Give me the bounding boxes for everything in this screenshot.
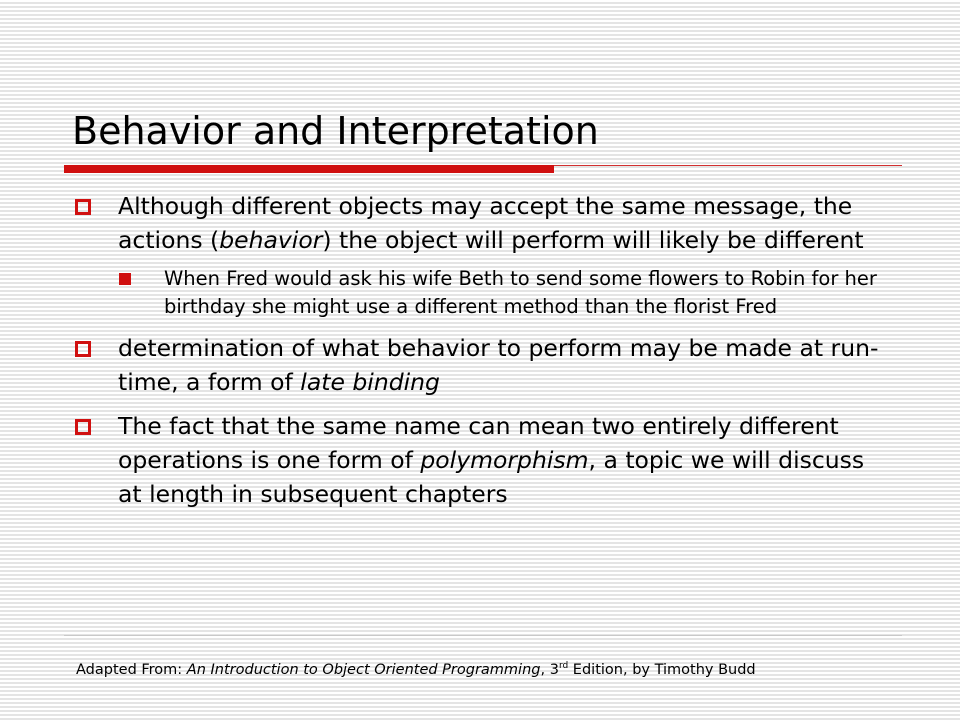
bullet-3-emphasis: polymorphism [420, 446, 589, 474]
sub-bullet-1-text: When Fred would ask his wife Beth to send some flowers to Robin for her birthday she might use a different method than the florist Fred [164, 267, 877, 318]
slide-title: Behavior and Interpretation [72, 109, 599, 153]
footer-book-title: An Introduction to Object Oriented Programming [186, 662, 541, 678]
bullet-1 [72, 189, 892, 257]
bullet-3-text-a: The fact that the same name can mean two entirely different operations is one form of [118, 412, 839, 474]
hollow-square-bullet-icon [75, 199, 91, 215]
bullet-1-emphasis: behavior [219, 226, 323, 254]
title-underline-accent [64, 165, 554, 173]
bullet-2-emphasis: late binding [300, 368, 440, 396]
footer-divider [64, 635, 902, 636]
footer-edition-number: , 3 [540, 662, 559, 678]
footer-edition-ordinal: rd [558, 661, 569, 672]
bullet-3-text-b: , a topic we will discuss at length in subsequent chapters [118, 446, 865, 508]
bullet-1-text-b: ) the object will perform will likely be different [322, 226, 864, 254]
hollow-square-bullet-icon [75, 341, 91, 357]
hollow-square-bullet-icon [75, 419, 91, 435]
slide-content [72, 189, 892, 521]
sub-bullet-1 [118, 265, 892, 321]
bullet-2 [72, 331, 892, 399]
footer-citation [76, 660, 756, 680]
footer-prefix: Adapted From: [76, 662, 187, 678]
bullet-1-text-a: Although different objects may accept the same message, the actions ( [118, 192, 853, 254]
solid-square-bullet-icon [119, 273, 131, 285]
footer-suffix: Edition, by Timothy Budd [568, 662, 756, 678]
bullet-2-text: determination of what behavior to perform may be made at run-time, a form of [118, 334, 879, 396]
bullet-3 [72, 409, 892, 511]
